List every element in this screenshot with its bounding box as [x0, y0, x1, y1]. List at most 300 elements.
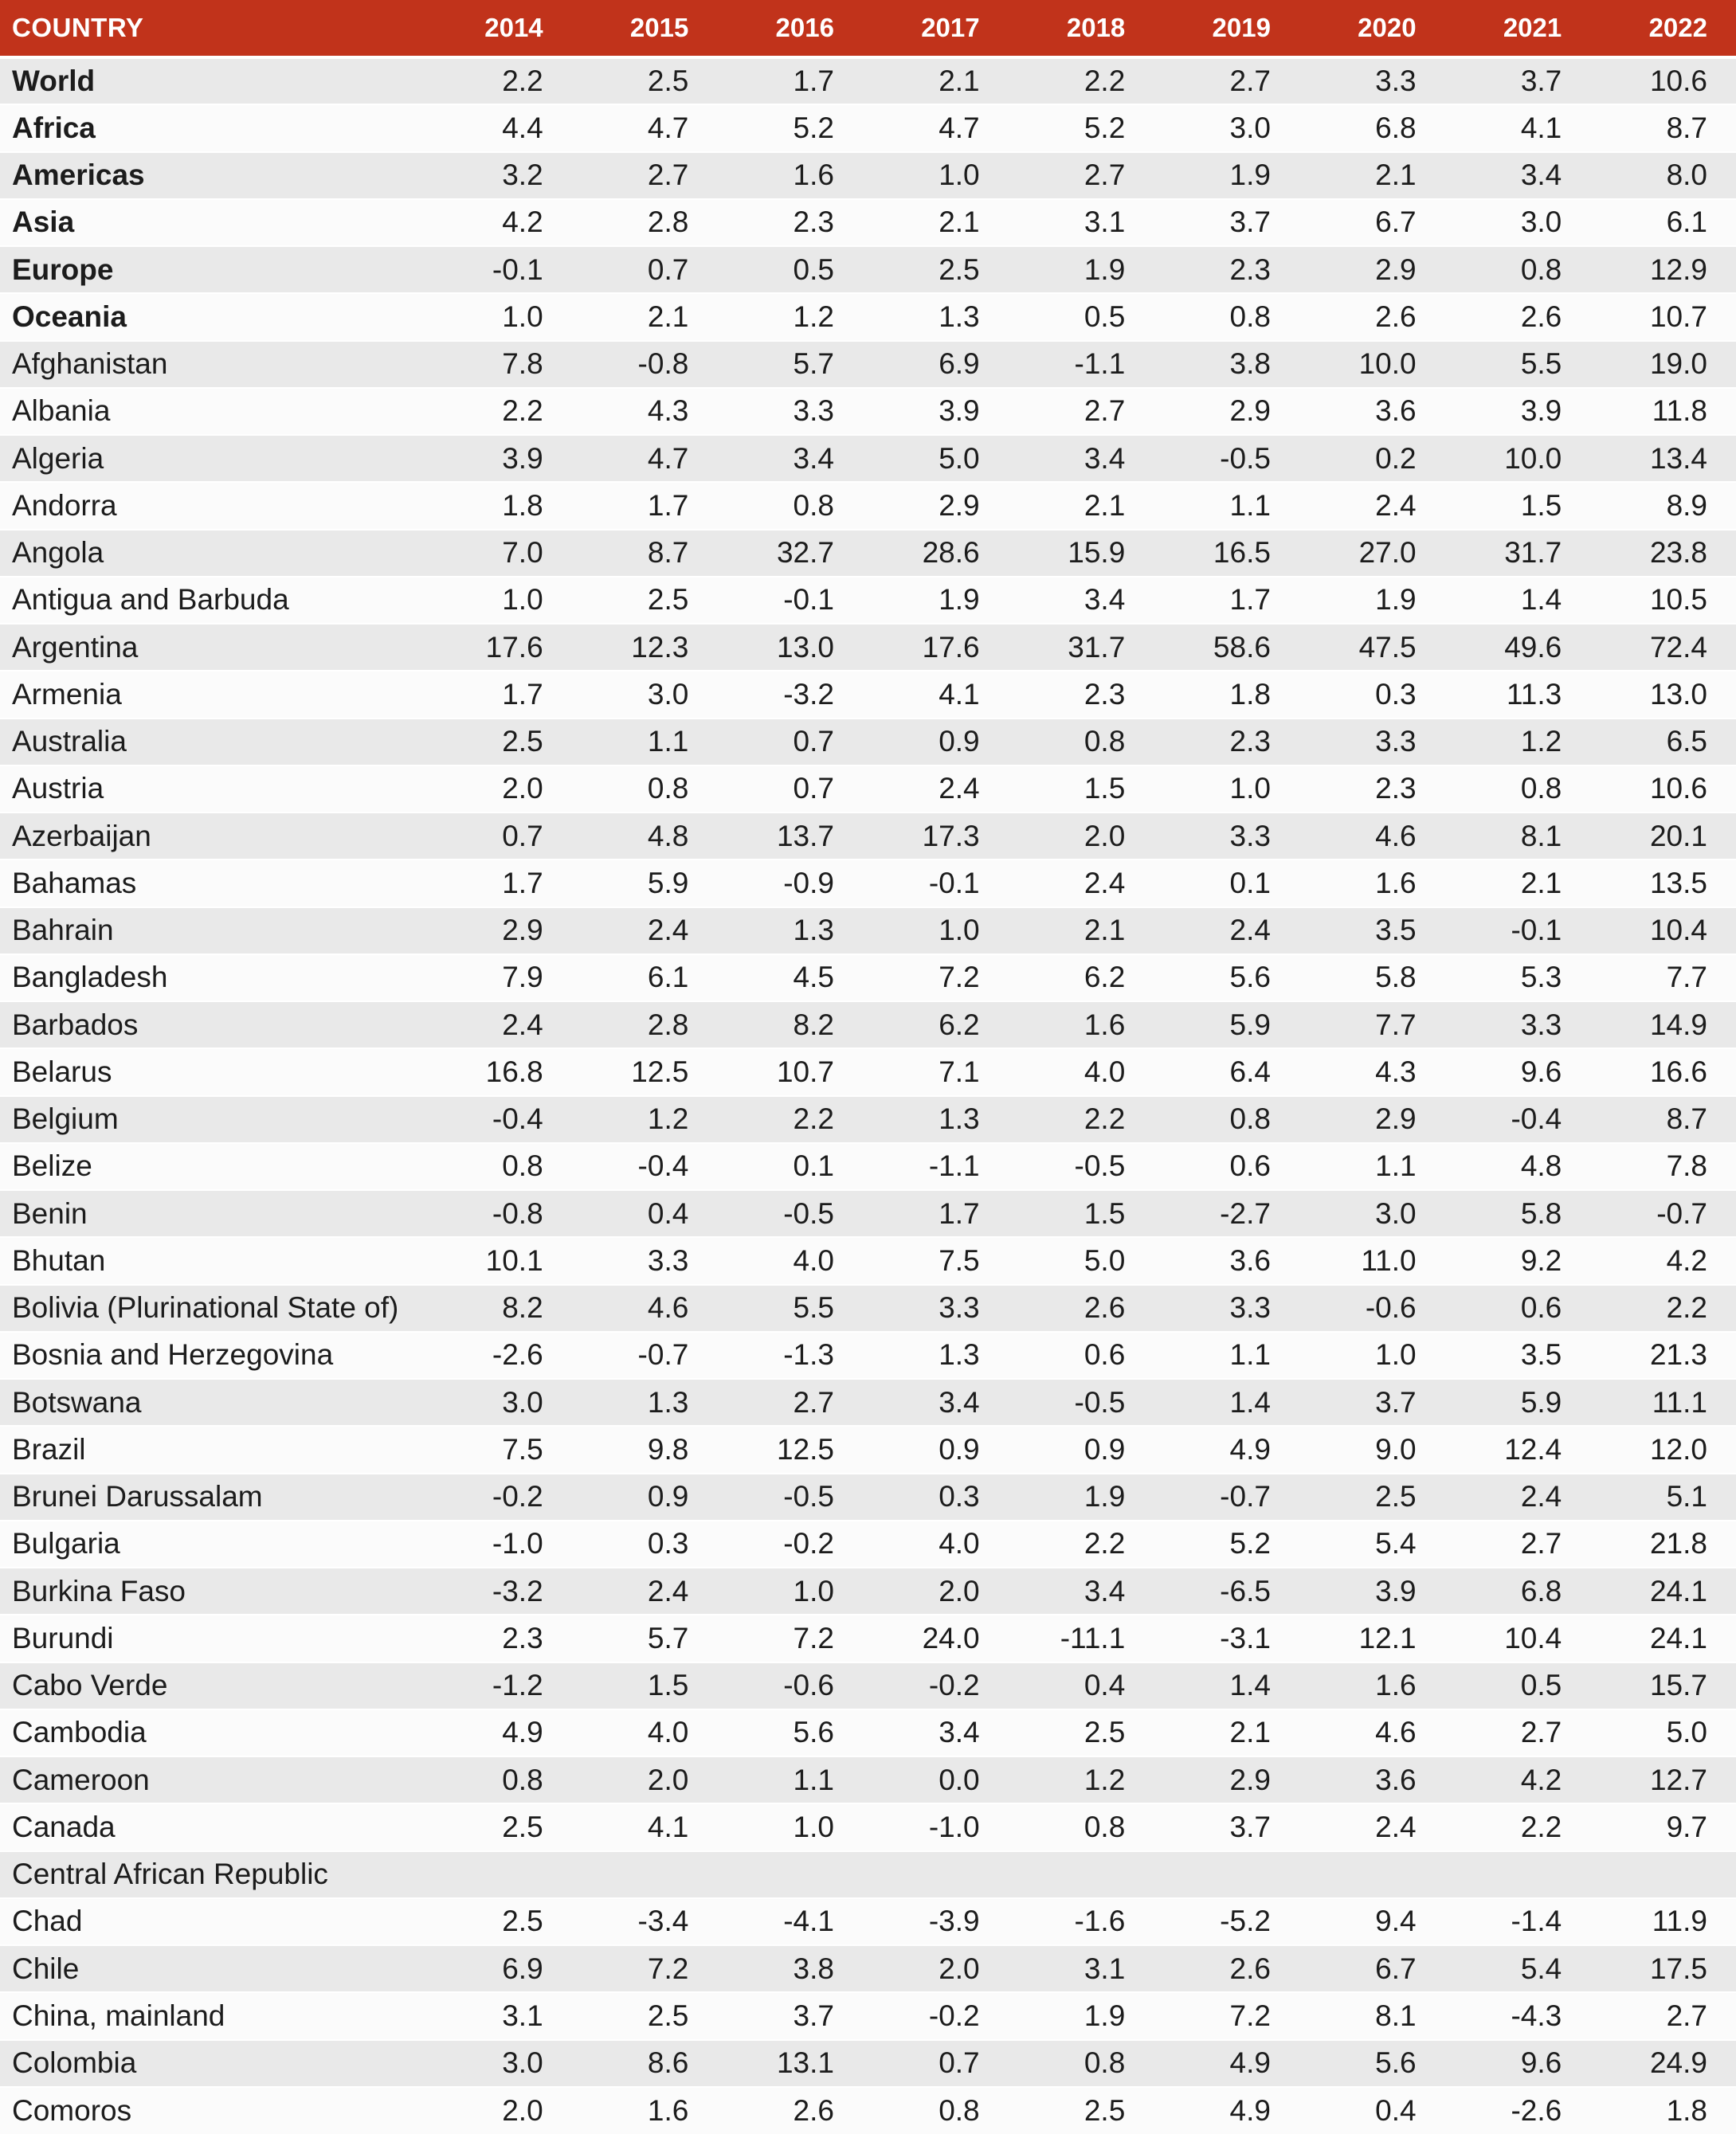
- value-cell: 2.3: [426, 1615, 572, 1662]
- value-cell: 1.7: [426, 671, 572, 718]
- value-cell: 7.8: [426, 341, 572, 388]
- year-column-header-2019: 2019: [1154, 0, 1299, 57]
- value-cell: 8.0: [1590, 152, 1736, 199]
- value-cell: 3.4: [863, 1379, 1009, 1426]
- value-cell: [717, 1851, 863, 1898]
- value-cell: 5.5: [717, 1285, 863, 1332]
- table-row: [0, 1709, 1736, 1756]
- table-row: [0, 1048, 1736, 1095]
- value-cell: 2.9: [1299, 1096, 1445, 1143]
- value-cell: 2.2: [1009, 1521, 1154, 1568]
- value-cell: -1.2: [426, 1662, 572, 1709]
- value-cell: 12.4: [1445, 1426, 1591, 1473]
- value-cell: 8.2: [717, 1001, 863, 1048]
- value-cell: -1.1: [1009, 341, 1154, 388]
- value-cell: 12.3: [572, 624, 718, 671]
- value-cell: 2.4: [1009, 859, 1154, 906]
- value-cell: 4.3: [1299, 1048, 1445, 1095]
- value-cell: 12.5: [572, 1048, 718, 1095]
- table-row: [0, 1474, 1736, 1521]
- value-cell: -4.1: [717, 1898, 863, 1945]
- value-cell: 12.9: [1590, 246, 1736, 293]
- value-cell: -1.0: [426, 1521, 572, 1568]
- value-cell: 1.2: [572, 1096, 718, 1143]
- value-cell: 2.2: [1009, 57, 1154, 104]
- value-cell: 2.4: [426, 1001, 572, 1048]
- value-cell: 7.2: [572, 1945, 718, 1992]
- value-cell: 2.6: [717, 2087, 863, 2134]
- value-cell: 13.1: [717, 2040, 863, 2087]
- value-cell: 2.5: [426, 1898, 572, 1945]
- value-cell: 4.6: [1299, 1709, 1445, 1756]
- table-row: [0, 1851, 1736, 1898]
- value-cell: 3.3: [1299, 57, 1445, 104]
- value-cell: 1.9: [1009, 246, 1154, 293]
- country-cell: Cabo Verde: [0, 1662, 426, 1709]
- value-cell: 0.9: [1009, 1426, 1154, 1473]
- value-cell: 31.7: [1445, 530, 1591, 577]
- value-cell: 4.9: [426, 1709, 572, 1756]
- value-cell: 32.7: [717, 530, 863, 577]
- table-row: [0, 1756, 1736, 1803]
- value-cell: 27.0: [1299, 530, 1445, 577]
- value-cell: 15.7: [1590, 1662, 1736, 1709]
- value-cell: 0.8: [1445, 246, 1591, 293]
- table-row: [0, 1332, 1736, 1379]
- value-cell: -0.9: [717, 859, 863, 906]
- value-cell: 5.3: [1445, 954, 1591, 1001]
- country-cell: Benin: [0, 1190, 426, 1237]
- value-cell: 2.0: [863, 1568, 1009, 1615]
- value-cell: -2.7: [1154, 1190, 1299, 1237]
- country-cell: Belarus: [0, 1048, 426, 1095]
- value-cell: 4.9: [1154, 2087, 1299, 2134]
- value-cell: 5.2: [1154, 1521, 1299, 1568]
- value-cell: 2.1: [1299, 152, 1445, 199]
- value-cell: -3.2: [717, 671, 863, 718]
- value-cell: 2.4: [572, 1568, 718, 1615]
- table-row: [0, 859, 1736, 906]
- table-row: [0, 1662, 1736, 1709]
- value-cell: 1.0: [1154, 765, 1299, 812]
- value-cell: 2.1: [1445, 859, 1591, 906]
- value-cell: 5.8: [1299, 954, 1445, 1001]
- value-cell: 11.0: [1299, 1237, 1445, 1284]
- country-cell: Bosnia and Herzegovina: [0, 1332, 426, 1379]
- value-cell: 1.6: [1299, 1662, 1445, 1709]
- value-cell: 8.9: [1590, 482, 1736, 529]
- table-row: [0, 1285, 1736, 1332]
- value-cell: 2.6: [1009, 1285, 1154, 1332]
- country-cell: Australia: [0, 719, 426, 765]
- value-cell: 1.3: [717, 907, 863, 954]
- value-cell: 1.7: [572, 482, 718, 529]
- value-cell: 7.7: [1590, 954, 1736, 1001]
- value-cell: 24.1: [1590, 1615, 1736, 1662]
- value-cell: 2.5: [572, 1992, 718, 2039]
- value-cell: [863, 1851, 1009, 1898]
- value-cell: 0.8: [1445, 765, 1591, 812]
- value-cell: 5.9: [1154, 1001, 1299, 1048]
- year-column-header-2016: 2016: [717, 0, 863, 57]
- value-cell: 0.8: [1009, 719, 1154, 765]
- value-cell: 3.1: [426, 1992, 572, 2039]
- value-cell: -11.1: [1009, 1615, 1154, 1662]
- value-cell: 10.7: [717, 1048, 863, 1095]
- value-cell: 2.3: [1154, 246, 1299, 293]
- value-cell: 11.3: [1445, 671, 1591, 718]
- value-cell: 3.7: [1154, 199, 1299, 246]
- value-cell: -0.8: [426, 1190, 572, 1237]
- value-cell: 6.5: [1590, 719, 1736, 765]
- value-cell: 2.1: [572, 293, 718, 340]
- country-cell: Azerbaijan: [0, 812, 426, 859]
- value-cell: 2.2: [1590, 1285, 1736, 1332]
- value-cell: 1.1: [1154, 1332, 1299, 1379]
- value-cell: 21.8: [1590, 1521, 1736, 1568]
- value-cell: 4.0: [1009, 1048, 1154, 1095]
- value-cell: 10.6: [1590, 765, 1736, 812]
- country-cell: Brunei Darussalam: [0, 1474, 426, 1521]
- value-cell: 4.9: [1154, 2040, 1299, 2087]
- value-cell: 11.1: [1590, 1379, 1736, 1426]
- value-cell: -0.2: [863, 1992, 1009, 2039]
- value-cell: 4.0: [572, 1709, 718, 1756]
- value-cell: 24.0: [863, 1615, 1009, 1662]
- table-row: [0, 1237, 1736, 1284]
- table-row: [0, 954, 1736, 1001]
- value-cell: 0.9: [572, 1474, 718, 1521]
- value-cell: 4.3: [572, 388, 718, 435]
- country-cell: Armenia: [0, 671, 426, 718]
- value-cell: 10.0: [1445, 435, 1591, 482]
- year-column-header-2015: 2015: [572, 0, 718, 57]
- value-cell: 1.2: [717, 293, 863, 340]
- value-cell: -0.2: [717, 1521, 863, 1568]
- country-cell: Albania: [0, 388, 426, 435]
- value-cell: 13.0: [1590, 671, 1736, 718]
- value-cell: 2.0: [426, 765, 572, 812]
- value-cell: 2.5: [1009, 2087, 1154, 2134]
- value-cell: 8.7: [1590, 1096, 1736, 1143]
- value-cell: 6.7: [1299, 1945, 1445, 1992]
- table-row: [0, 671, 1736, 718]
- year-column-header-2022: 2022: [1590, 0, 1736, 57]
- value-cell: 0.6: [1445, 1285, 1591, 1332]
- value-cell: 1.2: [1445, 719, 1591, 765]
- value-cell: 7.2: [717, 1615, 863, 1662]
- table-row: [0, 765, 1736, 812]
- value-cell: 3.4: [863, 1709, 1009, 1756]
- value-cell: -0.4: [572, 1143, 718, 1190]
- value-cell: [1299, 1851, 1445, 1898]
- value-cell: 0.2: [1299, 435, 1445, 482]
- value-cell: 0.8: [863, 2087, 1009, 2134]
- value-cell: 1.0: [426, 577, 572, 624]
- year-column-header-2018: 2018: [1009, 0, 1154, 57]
- value-cell: 1.8: [1590, 2087, 1736, 2134]
- value-cell: 0.7: [717, 765, 863, 812]
- value-cell: 2.9: [863, 482, 1009, 529]
- table-row: [0, 2040, 1736, 2087]
- value-cell: 3.0: [426, 2040, 572, 2087]
- value-cell: -1.3: [717, 1332, 863, 1379]
- value-cell: -2.6: [426, 1332, 572, 1379]
- value-cell: 7.1: [863, 1048, 1009, 1095]
- value-cell: 17.5: [1590, 1945, 1736, 1992]
- value-cell: [1154, 1851, 1299, 1898]
- value-cell: 0.5: [1009, 293, 1154, 340]
- value-cell: 10.1: [426, 1237, 572, 1284]
- table-row: [0, 388, 1736, 435]
- value-cell: 9.0: [1299, 1426, 1445, 1473]
- value-cell: 2.1: [863, 57, 1009, 104]
- value-cell: 2.4: [1445, 1474, 1591, 1521]
- value-cell: 5.9: [1445, 1379, 1591, 1426]
- value-cell: 10.4: [1445, 1615, 1591, 1662]
- value-cell: 5.4: [1445, 1945, 1591, 1992]
- value-cell: 3.8: [1154, 341, 1299, 388]
- value-cell: 2.3: [1299, 765, 1445, 812]
- country-cell: Bahrain: [0, 907, 426, 954]
- value-cell: 2.4: [1154, 907, 1299, 954]
- value-cell: 9.2: [1445, 1237, 1591, 1284]
- value-cell: 3.7: [1154, 1803, 1299, 1850]
- value-cell: 8.7: [1590, 104, 1736, 151]
- value-cell: 1.2: [1009, 1756, 1154, 1803]
- value-cell: 17.3: [863, 812, 1009, 859]
- country-cell: Colombia: [0, 2040, 426, 2087]
- value-cell: 2.3: [717, 199, 863, 246]
- value-cell: 3.3: [1154, 812, 1299, 859]
- value-cell: 6.1: [1590, 199, 1736, 246]
- value-cell: -1.6: [1009, 1898, 1154, 1945]
- value-cell: 49.6: [1445, 624, 1591, 671]
- value-cell: -0.2: [426, 1474, 572, 1521]
- value-cell: 11.9: [1590, 1898, 1736, 1945]
- value-cell: 5.0: [1009, 1237, 1154, 1284]
- value-cell: -0.6: [717, 1662, 863, 1709]
- value-cell: 4.8: [572, 812, 718, 859]
- value-cell: 4.0: [863, 1521, 1009, 1568]
- value-cell: 4.1: [572, 1803, 718, 1850]
- value-cell: 2.2: [1009, 1096, 1154, 1143]
- value-cell: -0.7: [572, 1332, 718, 1379]
- value-cell: 1.9: [1009, 1992, 1154, 2039]
- value-cell: 1.4: [1445, 577, 1591, 624]
- table-header: [0, 0, 1736, 57]
- value-cell: 3.7: [1445, 57, 1591, 104]
- country-cell: Bulgaria: [0, 1521, 426, 1568]
- value-cell: 1.9: [1299, 577, 1445, 624]
- value-cell: 3.3: [572, 1237, 718, 1284]
- country-cell: Barbados: [0, 1001, 426, 1048]
- value-cell: 0.7: [717, 719, 863, 765]
- value-cell: -3.9: [863, 1898, 1009, 1945]
- value-cell: 2.4: [1299, 482, 1445, 529]
- country-cell: Angola: [0, 530, 426, 577]
- value-cell: 7.7: [1299, 1001, 1445, 1048]
- value-cell: -0.7: [1590, 1190, 1736, 1237]
- value-cell: 2.5: [1299, 1474, 1445, 1521]
- value-cell: 2.0: [572, 1756, 718, 1803]
- value-cell: 2.0: [1009, 812, 1154, 859]
- value-cell: 3.0: [572, 671, 718, 718]
- value-cell: 2.3: [1154, 719, 1299, 765]
- value-cell: 2.7: [572, 152, 718, 199]
- value-cell: 13.7: [717, 812, 863, 859]
- value-cell: 8.6: [572, 2040, 718, 2087]
- value-cell: 2.9: [1299, 246, 1445, 293]
- value-cell: 3.6: [1154, 1237, 1299, 1284]
- value-cell: -4.3: [1445, 1992, 1591, 2039]
- value-cell: 12.0: [1590, 1426, 1736, 1473]
- value-cell: 0.4: [1009, 1662, 1154, 1709]
- value-cell: 4.1: [863, 671, 1009, 718]
- country-cell: Andorra: [0, 482, 426, 529]
- table-row: [0, 812, 1736, 859]
- value-cell: 3.4: [1009, 435, 1154, 482]
- value-cell: -2.6: [1445, 2087, 1591, 2134]
- value-cell: -1.4: [1445, 1898, 1591, 1945]
- value-cell: 8.1: [1445, 812, 1591, 859]
- value-cell: 1.6: [572, 2087, 718, 2134]
- table-body: [0, 57, 1736, 2134]
- value-cell: 2.1: [1009, 907, 1154, 954]
- value-cell: 2.2: [426, 57, 572, 104]
- value-cell: 10.7: [1590, 293, 1736, 340]
- country-cell: Comoros: [0, 2087, 426, 2134]
- country-cell: Belgium: [0, 1096, 426, 1143]
- value-cell: 4.2: [1590, 1237, 1736, 1284]
- value-cell: 6.1: [572, 954, 718, 1001]
- table-row: [0, 104, 1736, 151]
- country-cell: Brazil: [0, 1426, 426, 1473]
- value-cell: 0.3: [572, 1521, 718, 1568]
- value-cell: 0.0: [863, 1756, 1009, 1803]
- value-cell: 5.6: [717, 1709, 863, 1756]
- value-cell: -0.1: [717, 577, 863, 624]
- year-column-header-2020: 2020: [1299, 0, 1445, 57]
- value-cell: 3.9: [863, 388, 1009, 435]
- table-row: [0, 1379, 1736, 1426]
- value-cell: 3.4: [717, 435, 863, 482]
- value-cell: -0.5: [1009, 1379, 1154, 1426]
- value-cell: 3.0: [1299, 1190, 1445, 1237]
- value-cell: 15.9: [1009, 530, 1154, 577]
- value-cell: 12.5: [717, 1426, 863, 1473]
- value-cell: 6.9: [863, 341, 1009, 388]
- value-cell: 5.9: [572, 859, 718, 906]
- country-cell: Belize: [0, 1143, 426, 1190]
- country-cell: Argentina: [0, 624, 426, 671]
- value-cell: 3.3: [1154, 1285, 1299, 1332]
- table-row: [0, 1945, 1736, 1992]
- value-cell: [1445, 1851, 1591, 1898]
- value-cell: 0.9: [863, 719, 1009, 765]
- value-cell: 9.6: [1445, 2040, 1591, 2087]
- value-cell: 2.5: [572, 577, 718, 624]
- country-cell: Burundi: [0, 1615, 426, 1662]
- table-row: [0, 530, 1736, 577]
- value-cell: 4.7: [572, 435, 718, 482]
- value-cell: 5.4: [1299, 1521, 1445, 1568]
- value-cell: 3.4: [1445, 152, 1591, 199]
- value-cell: 47.5: [1299, 624, 1445, 671]
- value-cell: -0.4: [426, 1096, 572, 1143]
- value-cell: 2.5: [426, 719, 572, 765]
- value-cell: 1.6: [717, 152, 863, 199]
- value-cell: 7.8: [1590, 1143, 1736, 1190]
- value-cell: 3.3: [717, 388, 863, 435]
- country-cell: Europe: [0, 246, 426, 293]
- year-column-header-2017: 2017: [863, 0, 1009, 57]
- value-cell: 0.7: [426, 812, 572, 859]
- country-cell: Cambodia: [0, 1709, 426, 1756]
- value-cell: 0.9: [863, 1426, 1009, 1473]
- table-row: [0, 907, 1736, 954]
- value-cell: 2.8: [572, 199, 718, 246]
- country-cell: Central African Republic: [0, 1851, 426, 1898]
- value-cell: 1.5: [572, 1662, 718, 1709]
- value-cell: 1.3: [863, 1096, 1009, 1143]
- value-cell: 2.7: [1009, 388, 1154, 435]
- value-cell: 3.6: [1299, 388, 1445, 435]
- value-cell: 7.5: [426, 1426, 572, 1473]
- table-row: [0, 199, 1736, 246]
- value-cell: 0.8: [1009, 1803, 1154, 1850]
- value-cell: -0.7: [1154, 1474, 1299, 1521]
- value-cell: -0.4: [1445, 1096, 1591, 1143]
- value-cell: 1.0: [863, 907, 1009, 954]
- year-column-header-2021: 2021: [1445, 0, 1591, 57]
- value-cell: 3.7: [1299, 1379, 1445, 1426]
- value-cell: 1.1: [1154, 482, 1299, 529]
- value-cell: 0.1: [717, 1143, 863, 1190]
- table-row: [0, 57, 1736, 104]
- table-row: [0, 1803, 1736, 1850]
- value-cell: 1.1: [717, 1756, 863, 1803]
- value-cell: 9.8: [572, 1426, 718, 1473]
- table-row: [0, 1521, 1736, 1568]
- value-cell: 0.6: [1154, 1143, 1299, 1190]
- value-cell: 8.2: [426, 1285, 572, 1332]
- value-cell: 4.2: [426, 199, 572, 246]
- table-row: [0, 1096, 1736, 1143]
- value-cell: 2.5: [1009, 1709, 1154, 1756]
- value-cell: 1.5: [1445, 482, 1591, 529]
- value-cell: 1.4: [1154, 1662, 1299, 1709]
- value-cell: 58.6: [1154, 624, 1299, 671]
- value-cell: -6.5: [1154, 1568, 1299, 1615]
- value-cell: 1.7: [863, 1190, 1009, 1237]
- value-cell: 3.4: [1009, 1568, 1154, 1615]
- value-cell: 2.0: [863, 1945, 1009, 1992]
- value-cell: 2.2: [426, 388, 572, 435]
- value-cell: 3.5: [1299, 907, 1445, 954]
- value-cell: 5.6: [1299, 2040, 1445, 2087]
- value-cell: 4.0: [717, 1237, 863, 1284]
- value-cell: 6.7: [1299, 199, 1445, 246]
- table-row: [0, 435, 1736, 482]
- value-cell: 1.8: [1154, 671, 1299, 718]
- country-cell: Bahamas: [0, 859, 426, 906]
- value-cell: 24.9: [1590, 2040, 1736, 2087]
- country-cell: Bhutan: [0, 1237, 426, 1284]
- value-cell: 12.1: [1299, 1615, 1445, 1662]
- value-cell: -0.2: [863, 1662, 1009, 1709]
- value-cell: 7.9: [426, 954, 572, 1001]
